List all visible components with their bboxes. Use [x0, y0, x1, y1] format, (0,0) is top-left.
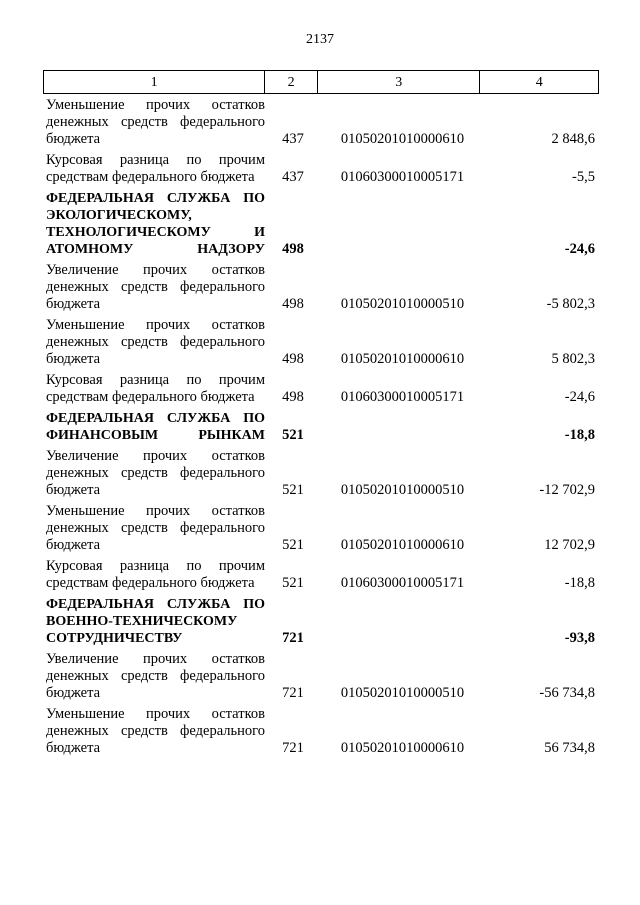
row-name: ФЕДЕРАЛЬНАЯ СЛУЖБА ПО ЭКОЛОГИЧЕСКОМУ, ТЕХНОЛОГИЧЕСКОМУ И АТОМНОМУ НАДЗОРУ [46, 191, 265, 257]
table-row [46, 262, 599, 313]
table-row [46, 97, 599, 148]
table-row [46, 152, 599, 186]
row-name: Уменьшение прочих остатков денежных средств федерального бюджета [46, 503, 265, 553]
table-row [46, 448, 599, 499]
table-row [46, 317, 599, 368]
row-amount: -5 802,3 [546, 296, 595, 312]
row-name: Уменьшение прочих остатков денежных средств федерального бюджета [46, 97, 265, 147]
table-header [43, 70, 599, 94]
header-col-3: 3 [318, 71, 480, 93]
row-amount: 56 734,8 [544, 740, 595, 756]
row-admin-code: 498 [282, 389, 304, 405]
row-kbk-code: 01050201010000510 [340, 685, 465, 701]
row-admin-code: 521 [282, 575, 304, 591]
row-admin-code: 721 [282, 685, 304, 701]
row-admin-code: 521 [282, 482, 304, 498]
row-name: ФЕДЕРАЛЬНАЯ СЛУЖБА ПО ВОЕННО-ТЕХНИЧЕСКОМУ СОТРУДНИЧЕСТВУ [46, 597, 265, 646]
row-amount: -18,8 [564, 427, 595, 443]
row-amount: -56 734,8 [539, 685, 595, 701]
section-row [46, 410, 599, 444]
row-admin-code: 721 [282, 740, 304, 756]
table-row [46, 706, 599, 757]
row-amount: -24,6 [564, 389, 595, 405]
row-amount: -93,8 [564, 630, 595, 646]
row-name: Увеличение прочих остатков денежных средств федерального бюджета [46, 262, 265, 312]
row-name: Увеличение прочих остатков денежных средств федерального бюджета [46, 651, 265, 701]
row-admin-code: 498 [282, 296, 304, 312]
header-col-4: 4 [535, 74, 543, 90]
row-admin-code: 498 [282, 351, 304, 367]
row-admin-code: 521 [282, 427, 304, 443]
row-name: Курсовая разница по прочим средствам федерального бюджета [46, 152, 265, 185]
row-kbk-code: 01050201010000610 [340, 537, 465, 553]
section-row [46, 190, 599, 258]
row-admin-code: 437 [282, 169, 304, 185]
row-amount: -5,5 [572, 169, 595, 185]
header-col-1: 1 [44, 71, 265, 93]
header-col-2: 2 [265, 71, 318, 93]
row-amount: -12 702,9 [539, 482, 595, 498]
row-kbk-code: 01060300010005171 [340, 389, 465, 405]
row-name: ФЕДЕРАЛЬНАЯ СЛУЖБА ПО ФИНАНСОВЫМ РЫНКАМ [46, 411, 265, 443]
section-row [46, 596, 599, 647]
row-admin-code: 721 [282, 630, 304, 646]
row-amount: 2 848,6 [551, 131, 595, 147]
row-kbk-code: 01050201010000610 [340, 131, 465, 147]
row-amount: 5 802,3 [551, 351, 595, 367]
row-kbk-code: 01050201010000610 [340, 351, 465, 367]
table-row [46, 558, 599, 592]
table-row [46, 503, 599, 554]
row-name: Уменьшение прочих остатков денежных средств федерального бюджета [46, 317, 265, 367]
row-kbk-code: 01050201010000510 [340, 482, 465, 498]
page-number: 2137 [306, 32, 334, 47]
row-name: Курсовая разница по прочим средствам федерального бюджета [46, 558, 265, 591]
row-name: Курсовая разница по прочим средствам федерального бюджета [46, 372, 265, 405]
table-row [46, 372, 599, 406]
table-row [46, 651, 599, 702]
row-admin-code: 498 [282, 241, 304, 257]
row-amount: -18,8 [564, 575, 595, 591]
row-amount: 12 702,9 [544, 537, 595, 553]
row-admin-code: 437 [282, 131, 304, 147]
row-kbk-code: 01050201010000510 [340, 296, 465, 312]
row-kbk-code: 01060300010005171 [340, 169, 465, 185]
row-name: Уменьшение прочих остатков денежных средств федерального бюджета [46, 706, 265, 756]
table-body [46, 97, 599, 761]
row-amount: -24,6 [564, 241, 595, 257]
row-name: Увеличение прочих остатков денежных средств федерального бюджета [46, 448, 265, 498]
row-kbk-code: 01050201010000610 [340, 740, 465, 756]
row-kbk-code: 01060300010005171 [340, 575, 465, 591]
row-admin-code: 521 [282, 537, 304, 553]
